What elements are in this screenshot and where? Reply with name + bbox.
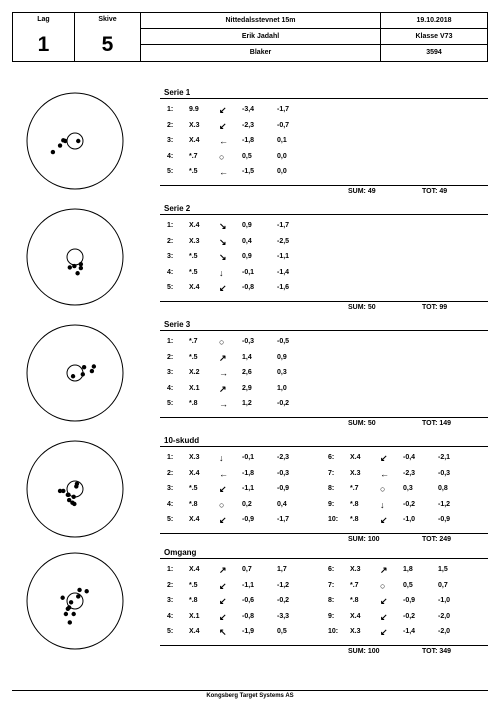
shot-x: -0,2: [403, 500, 416, 508]
shot-hole: [63, 139, 67, 143]
shot-score: X.3: [189, 121, 200, 129]
shot-y: -1,2: [438, 500, 451, 508]
shot-number: 6:: [328, 566, 335, 573]
shot-direction-icon: ↘: [219, 236, 227, 247]
shot-score: *.5: [189, 353, 198, 361]
shot-y: -1,2: [277, 581, 290, 589]
shot-y: 0,3: [277, 369, 287, 376]
shot-y: -0,5: [277, 338, 290, 345]
shot-number: 8:: [328, 485, 335, 492]
series-total: TOT: 49: [422, 187, 448, 195]
shot-y: 1,5: [438, 566, 448, 573]
shot-score: *.5: [189, 168, 198, 175]
shot-direction-icon: ○: [219, 151, 225, 162]
shot-y: 0,8: [438, 485, 448, 492]
shot-x: -1,5: [242, 168, 255, 175]
lag-cell: [13, 13, 75, 61]
shot-x: 0,3: [403, 485, 413, 492]
shot-score: *.8: [189, 400, 198, 407]
shot-score: X.4: [189, 222, 200, 229]
shot-direction-icon: ↙: [219, 515, 227, 525]
shot-x: 2,6: [242, 369, 252, 376]
series-divider: [160, 214, 488, 215]
shot-number: 8:: [328, 597, 335, 604]
target-outer-ring: [27, 209, 123, 305]
target-outer-ring: [27, 441, 123, 537]
shot-x: -0,6: [242, 597, 255, 604]
shot-x: -0,4: [403, 454, 416, 461]
shot-y: -1,4: [277, 268, 290, 276]
shot-direction-icon: →: [219, 368, 228, 378]
shot-y: -0,3: [277, 469, 290, 477]
shot-score: *.5: [189, 485, 198, 492]
series-divider: [160, 558, 488, 559]
shot-x: -1,9: [242, 628, 255, 635]
shot-direction-icon: ↙: [380, 453, 388, 463]
shot-x: -3,4: [242, 106, 255, 113]
shot-hole: [75, 271, 79, 275]
shot-score: *.7: [189, 152, 198, 160]
header-table: [12, 12, 488, 62]
shot-score: X.4: [189, 566, 200, 573]
shot-y: -2,0: [438, 628, 451, 635]
shot-x: -0,1: [242, 454, 255, 461]
shot-x: -0,8: [242, 284, 255, 291]
shot-number: 9:: [328, 500, 335, 508]
shot-hole: [82, 365, 86, 369]
shot-y: -1,7: [277, 222, 290, 229]
shot-score: *.5: [189, 581, 198, 589]
shot-y: -0,7: [277, 121, 290, 129]
shot-hole: [69, 600, 73, 604]
info-cell: [141, 13, 381, 61]
shot-hole: [72, 495, 76, 499]
shot-x: 0,2: [242, 500, 252, 508]
shot-number: 1:: [167, 222, 174, 229]
shot-hole: [58, 143, 62, 147]
shot-y: -3,3: [277, 612, 290, 620]
shot-number: 1:: [167, 566, 174, 573]
target-ten-ring: [67, 365, 83, 381]
shot-x: 0,7: [242, 566, 252, 573]
shot-direction-icon: ↙: [219, 283, 227, 293]
shot-y: -0,2: [277, 597, 290, 604]
shot-hole: [81, 372, 85, 376]
series-bottom-divider: [160, 645, 488, 646]
lag-label: Lag: [37, 16, 50, 23]
shot-hole: [90, 369, 94, 373]
shot-x: 1,2: [242, 400, 252, 407]
shot-y: 0,0: [277, 168, 287, 175]
series-total: TOT: 99: [422, 303, 448, 311]
shot-direction-icon: ↓: [219, 453, 224, 463]
shot-x: -2,3: [242, 121, 255, 129]
shot-x: 0,4: [242, 237, 252, 245]
shot-x: -0,1: [242, 268, 255, 276]
shot-number: 5:: [167, 168, 174, 175]
target-5: [26, 552, 124, 650]
shot-number: 6:: [328, 454, 335, 461]
series-title: Serie 3: [164, 320, 191, 329]
shot-number: 2:: [167, 469, 174, 477]
series-title: 10-skudd: [164, 436, 200, 445]
target-outer-ring: [27, 325, 123, 421]
shot-y: -2,5: [277, 237, 290, 245]
shot-hole: [79, 262, 83, 266]
series-divider: [160, 98, 488, 99]
series-total: TOT: 249: [422, 535, 452, 543]
shot-direction-icon: ↙: [380, 596, 388, 606]
shot-direction-icon: ↗: [380, 565, 388, 575]
shot-score: *.8: [350, 516, 359, 523]
shot-direction-icon: ↓: [380, 499, 385, 510]
shot-hole: [60, 596, 64, 600]
shot-number: 2:: [167, 581, 174, 589]
shot-number: 5:: [167, 284, 174, 291]
shot-x: -1,8: [242, 137, 255, 144]
shot-x: 2,9: [242, 384, 252, 392]
shot-number: 3:: [167, 137, 174, 144]
shooter-id: 3594: [426, 49, 442, 56]
shot-hole: [70, 500, 74, 504]
series-bottom-divider: [160, 301, 488, 302]
shot-hole: [64, 612, 68, 616]
shot-score: X.4: [189, 628, 200, 635]
shot-score: X.4: [189, 284, 200, 291]
target-2: [26, 208, 124, 306]
shot-direction-icon: ↙: [219, 596, 227, 606]
series-divider: [160, 330, 488, 331]
shot-y: -0,9: [438, 516, 451, 523]
shot-direction-icon: ↙: [380, 611, 388, 622]
shot-x: 1,8: [403, 566, 413, 573]
shot-y: -1,7: [277, 106, 290, 113]
shot-x: 0,9: [242, 253, 252, 260]
shot-direction-icon: ↘: [219, 252, 227, 262]
shot-direction-icon: ○: [380, 580, 386, 591]
shooter-class: Klasse V73: [381, 29, 487, 45]
target-outer-ring: [27, 553, 123, 649]
series-sum: SUM: 100: [348, 647, 380, 655]
shot-y: -0,2: [277, 400, 290, 407]
shot-number: 5:: [167, 628, 174, 635]
shot-direction-icon: ○: [380, 484, 386, 494]
shot-hole: [71, 374, 75, 378]
shot-direction-icon: ↙: [380, 627, 388, 637]
shot-hole: [72, 612, 76, 616]
shot-score: X.3: [350, 469, 361, 477]
shot-score: X.3: [189, 237, 200, 245]
shot-score: X.3: [350, 628, 361, 635]
shot-x: -1,0: [403, 516, 416, 523]
shot-y: -1,1: [277, 253, 290, 260]
shot-number: 9:: [328, 612, 335, 620]
shot-y: 0,1: [277, 137, 287, 144]
shot-number: 4:: [167, 612, 174, 620]
shot-direction-icon: ↘: [219, 221, 227, 231]
footer-company: Kongsberg Target Systems AS: [206, 693, 294, 699]
lag-value: 1: [37, 33, 50, 56]
shot-direction-icon: ←: [219, 136, 228, 146]
shot-y: 1,7: [277, 566, 287, 573]
shot-direction-icon: ○: [219, 499, 225, 510]
shot-direction-icon: ↙: [219, 484, 227, 494]
series-divider: [160, 446, 488, 447]
shot-y: -0,3: [438, 469, 451, 477]
shot-number: 10:: [328, 628, 339, 635]
series-bottom-divider: [160, 533, 488, 534]
shot-direction-icon: ←: [380, 468, 389, 479]
shot-hole: [58, 489, 62, 493]
shot-number: 10:: [328, 516, 339, 523]
shot-score: *.7: [350, 485, 359, 492]
target-4: [26, 440, 124, 538]
shot-x: 0,5: [403, 581, 413, 589]
shot-direction-icon: ↖: [219, 627, 227, 637]
shot-score: X.4: [350, 454, 361, 461]
shot-y: -1,0: [438, 597, 451, 604]
shot-hole: [79, 266, 83, 270]
shot-number: 1:: [167, 106, 174, 113]
shot-hole: [72, 264, 76, 268]
shot-number: 3:: [167, 369, 174, 376]
footer-divider: [12, 690, 488, 691]
shot-direction-icon: ↗: [219, 383, 227, 394]
shot-score: *.8: [189, 597, 198, 604]
shot-hole: [66, 493, 70, 497]
shot-number: 3:: [167, 597, 174, 604]
shot-number: 5:: [167, 516, 174, 523]
shot-y: 0,4: [277, 500, 287, 508]
shot-hole: [76, 139, 80, 143]
shot-number: 5:: [167, 400, 174, 407]
shot-number: 1:: [167, 454, 174, 461]
shot-score: X.4: [189, 469, 200, 477]
series-sum: SUM: 50: [348, 303, 376, 311]
shot-number: 4:: [167, 268, 174, 276]
series-title: Omgang: [164, 548, 197, 557]
series-sum: SUM: 49: [348, 187, 376, 195]
shot-direction-icon: ↗: [219, 352, 227, 363]
shot-x: -0,2: [403, 612, 416, 620]
event-name: Nittedalsstevnet 15m: [141, 13, 380, 29]
shot-direction-icon: ↙: [219, 105, 227, 115]
shot-direction-icon: ↙: [219, 611, 227, 622]
shot-score: X.3: [350, 566, 361, 573]
shot-hole: [67, 605, 71, 609]
shot-direction-icon: ↙: [219, 120, 227, 131]
series-total: TOT: 349: [422, 647, 452, 655]
shot-x: -0,9: [403, 597, 416, 604]
series-bottom-divider: [160, 185, 488, 186]
shot-direction-icon: ↓: [219, 267, 224, 278]
skive-cell: [75, 13, 141, 61]
series-bottom-divider: [160, 417, 488, 418]
shot-hole: [76, 594, 80, 598]
shot-hole: [85, 589, 89, 593]
shot-y: -2,0: [438, 612, 451, 620]
shot-y: 0,7: [438, 581, 448, 589]
shot-y: 0,5: [277, 628, 287, 635]
target-1: [26, 92, 124, 190]
shot-y: 1,0: [277, 384, 287, 392]
shot-x: 1,4: [242, 353, 252, 361]
shot-y: -1,7: [277, 516, 290, 523]
shot-score: X.4: [350, 612, 361, 620]
shot-score: *.8: [350, 500, 359, 508]
shot-score: *.8: [189, 500, 198, 508]
shot-number: 3:: [167, 253, 174, 260]
shot-score: X.4: [189, 137, 200, 144]
shot-x: -2,3: [403, 469, 416, 477]
shot-x: -1,1: [242, 485, 255, 492]
shot-number: 7:: [328, 581, 335, 589]
shot-direction-icon: ←: [219, 167, 228, 177]
shot-score: *.7: [350, 581, 359, 589]
shot-y: 0,0: [277, 152, 287, 160]
shot-score: X.3: [189, 454, 200, 461]
shot-number: 2:: [167, 121, 174, 129]
shot-x: -1,1: [242, 581, 255, 589]
shot-score: *.5: [189, 268, 198, 276]
shot-y: -1,6: [277, 284, 290, 291]
shot-score: *.7: [189, 338, 198, 345]
shot-hole: [77, 588, 81, 592]
shot-number: 7:: [328, 469, 335, 477]
shot-score: X.1: [189, 612, 200, 620]
shot-direction-icon: ↙: [380, 515, 388, 525]
shot-score: X.4: [189, 516, 200, 523]
series-total: TOT: 149: [422, 419, 452, 427]
series-sum: SUM: 50: [348, 419, 376, 427]
meta-cell: [381, 13, 487, 61]
shot-direction-icon: ←: [219, 468, 228, 479]
target-outer-ring: [27, 93, 123, 189]
shot-number: 2:: [167, 237, 174, 245]
shot-y: -2,3: [277, 454, 290, 461]
shot-x: -0,3: [242, 338, 255, 345]
club-name: Blaker: [249, 49, 272, 56]
shot-direction-icon: ↙: [219, 580, 227, 591]
series-sum: SUM: 100: [348, 535, 380, 543]
shot-y: 0,9: [277, 353, 287, 361]
event-date: 19.10.2018: [381, 13, 487, 29]
shot-hole: [68, 620, 72, 624]
target-ten-ring: [67, 133, 83, 149]
shot-hole: [51, 150, 55, 154]
shot-x: -1,4: [403, 628, 416, 635]
shot-hole: [68, 265, 72, 269]
shot-x: -0,9: [242, 516, 255, 523]
shot-hole: [92, 364, 96, 368]
series-title: Serie 1: [164, 88, 191, 97]
shot-x: -0,8: [242, 612, 255, 620]
shot-score: 9.9: [189, 106, 199, 113]
shot-number: 3:: [167, 485, 174, 492]
shot-number: 4:: [167, 500, 174, 508]
shot-score: *.8: [350, 597, 359, 604]
skive-value: 5: [101, 33, 114, 56]
shot-y: -2,1: [438, 454, 451, 461]
shot-number: 1:: [167, 338, 174, 345]
skive-label: Skive: [98, 16, 117, 23]
shot-x: 0,9: [242, 222, 252, 229]
shot-number: 4:: [167, 152, 174, 160]
shot-direction-icon: ○: [219, 337, 225, 347]
shot-score: *.5: [189, 253, 198, 260]
shot-number: 2:: [167, 353, 174, 361]
shot-number: 4:: [167, 384, 174, 392]
shot-score: X.1: [189, 384, 200, 392]
shot-x: 0,5: [242, 152, 252, 160]
shot-direction-icon: ↗: [219, 565, 227, 575]
shooter-name: Erik Jadahl: [141, 29, 380, 45]
shot-score: X.2: [189, 369, 200, 376]
shot-direction-icon: →: [219, 399, 228, 409]
target-3: [26, 324, 124, 422]
shot-x: -1,8: [242, 469, 255, 477]
shot-hole: [75, 482, 79, 486]
series-title: Serie 2: [164, 204, 191, 213]
shot-y: -0,9: [277, 485, 290, 492]
